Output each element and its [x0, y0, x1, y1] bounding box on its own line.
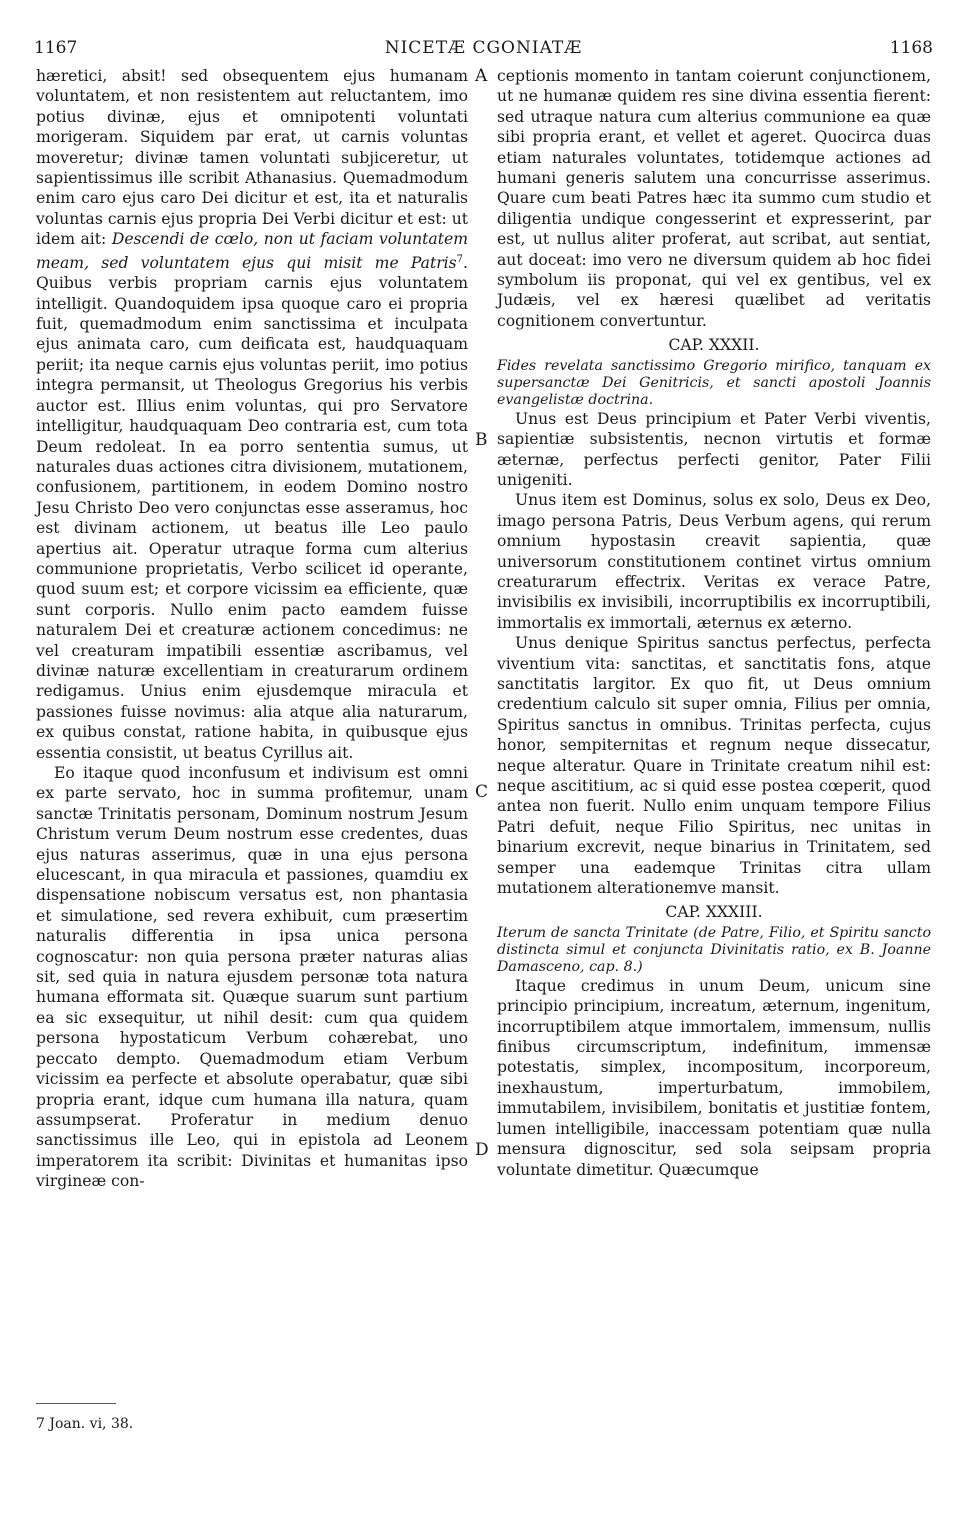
footnote-ref: 7 — [456, 253, 464, 265]
running-header — [34, 38, 933, 64]
left-column — [36, 66, 468, 1192]
right-paragraph-3: Unus item est Dominus, solus ex solo, Deus ex Deo, imago persona Patris, Deus Verbum agens, qui rerum omnium hypostasin creavit sapientia, quæ universorum constitutionem continet virtus omnium creaturarum effectrix. Veritas ex verace Patre, invisibilis ex invisibili, incorruptibilis ex incorruptibili, immortalis ex immortali, æternus ex æterno. — [497, 491, 931, 632]
margin-marker-a: A — [475, 66, 488, 86]
left-paragraph-2: Eo itaque quod inconfusum et indivisum est omni ex parte servato, hoc in summa profitemur, unam sanctæ Trinitatis personam, Dominum nostrum Jesum Christum verum Deum nostrum esse credentes, duas ejus naturas asserimus, quæ in una ejus persona elucescant, in qua miracula et passiones, quamdiu ex dispensatione nobiscum versatus est, non phantasia et simulatione, sed revera exhibuit, cum præsertim naturalis differentia in ipsa unica persona cognoscatur: non quia persona præter naturas alias sit, sed quia in natura ejusdem personæ tota natura humana efformata sit. Quæque suarum sunt partium ea sic exsequitur, ut nihil desit: cum qua quidem persona hypostaticum Verbum cohærebat, uno peccato dempto. Quemadmodum etiam Verbum vicissim ea perfecte et absolute operabatur, quæ sibi propria erant, idque cum humana illa natura, quam assumpserat. Proferatur in medium denuo sanctissimus ille Leo, qui in epistola ad Leonem imperatorem ita scribit: Divinitas et humanitas ipso virgineæ con- — [36, 764, 468, 1191]
margin-marker-d: D — [475, 1140, 489, 1160]
left-page-number: 1167 — [34, 38, 78, 58]
left-paragraph-1-text: hæretici, absit! sed obsequentem ejus humanam voluntatem, et non resistentem aut reluctantem, imo potius divinæ, ejus et omnipotenti voluntati morigeram. Siquidem par erat, ut carnis voluntas moveretur; divinæ tamen voluntati subjiceretur, ut sapientissimus ille scribit Athanasius. Quemadmodum enim caro ejus caro Dei dicitur et est, ita et naturalis voluntas carnis ejus propria Dei Verbi dicitur et est: ut idem ait: — [36, 67, 468, 249]
chapter-title-33: Iterum de sancta Trinitate (de Patre, Filio, et Spiritu sancto distincta simul et conjuncta Divinitatis ratio, ex B. Joanne Damasceno, cap. 8.) — [497, 924, 931, 975]
right-paragraph-1: ceptionis momento in tantam coierunt conjunctionem, ut ne humanæ quidem res sine divina essentia fierent: sed utraque natura cum alterius communione ea quæ sibi propria erant, et vellet et ageret. Quocirca duas etiam naturales voluntates, totidemque actiones ad humani generis salutem una concurrisse asserimus. Quare cum beati Patres hæc ita summo cum studio et diligentia undique congesserint et expresserint, par est, ut nullus aliter proferat, aut scribat, aut sentiat, aut doceat: imo vero ne diversum quidem ab hoc fidei symbolum iis proponat, qui vel ex gentibus, vel ex Judæis, vel ex hæresi quælibet ad veritatis cognitionem convertuntur. — [497, 67, 931, 330]
footnote-rule — [36, 1403, 116, 1404]
footnote: 7 Joan. vi, 38. — [36, 1416, 134, 1432]
scripture-quote: Descendi de cœlo, non ut faciam voluntatem meam, sed voluntatem ejus qui misit me Patris — [36, 230, 468, 272]
right-column — [497, 66, 931, 1180]
left-paragraph-1-rest: . Quibus verbis propriam carnis ejus voluntatem intelligit. Quandoquidem ipsa quoque caro ei propria fuit, quemadmodum enim sanctissima et inculpata ejus animata caro, cum deificata est, haudquaquam periit; ita neque carnis ejus voluntas periit, imo potius integra permansit, ut Theologus Gregorius his verbis auctor est. Illius enim voluntas, qui pro Servatore intelligitur, haudquaquam Deo contraria est, cum tota Deum redoleat. In ea porro sententia sumus, ut naturales duas actiones citra divisionem, mutationem, confusionem, partitionem, in eodem Domino nostro Jesu Christo Deo vero conjunctas esse asseramus, hoc est divinam actionem, ut beatus ille Leo paulo apertius ait. Operatur utraque forma cum alterius communione proprietatis, Verbo scilicet id operante, quod suum est; et corpore vicissim ea efficiente, quæ sunt corporis. Nullo enim pacto eamdem fuisse naturalem Dei et creaturæ actionem concedimus: ne vel creaturam impatibili essentiæ ascribamus, vel divinæ naturæ excellentiam in creaturarum ordinem redigamus. Unius enim ejusdemque miracula et passiones fuisse novimus: alia atque alia naturarum, ex quibus constat, ratione habita, in quibusque ejus essentia consistit, ut beatus Cyrillus ait. — [36, 253, 468, 762]
running-title: NICETÆ CGONIATÆ — [384, 38, 583, 58]
margin-marker-b: B — [475, 430, 488, 450]
chapter-title-32: Fides revelata sanctissimo Gregorio mirifico, tanquam ex supersanctæ Dei Genitricis, et sancti apostoli Joannis evangelistæ doctrina. — [497, 357, 931, 408]
right-paragraph-2: Unus est Deus principium et Pater Verbi viventis, sapientiæ subsistentis, necnon virtutis et formæ æternæ, perfectus perfecti genitor, Pater Filii unigeniti. — [497, 409, 931, 489]
margin-marker-c: C — [475, 782, 489, 802]
right-page-number: 1168 — [889, 38, 933, 58]
right-paragraph-4: Unus denique Spiritus sanctus perfectus, perfecta viventium vita: sanctitas, et sanctitatis fons, atque sanctitatis largitor. Ex quo fit, ut Deus omnium credentium calculo sit super omnia, Filius per omnia, Spiritus sanctus in omnibus. Trinitas perfecta, cujus honor, sempiternitas et regnum neque dissecatur, neque alteratur. Quare in Trinitate creatum nihil est: neque ascititium, ac si quid esse postea cœperit, quod antea non fuerit. Nullo enim unquam tempore Filius Patri defuit, neque Filio Spiritus, nec unitas in binarium excrevit, neque binarius in Trinitatem, sed semper una eademque Trinitas citra ullam mutationem alterationemve mansit. — [497, 634, 931, 898]
chapter-heading-32: CAP. XXXII. — [668, 336, 760, 355]
right-paragraph-5: Itaque credimus in unum Deum, unicum sine principio principium, increatum, æternum, ingenitum, incorruptibilem atque immortalem, immensum, nullis finibus circumscriptum, indefinitum, immensæ potestatis, simplex, incompositum, incorporeum, inexhaustum, imperturbatum, immobilem, immutabilem, invisibilem, bonitatis et justitiæ fontem, lumen intelligibile, inaccessam potentiam quæ nulla mensura dignoscitur, sed sola seipsam propria voluntate dimetitur. Quæcumque — [497, 976, 931, 1179]
chapter-heading-33: CAP. XXXIII. — [665, 903, 763, 922]
left-paragraph-1 — [36, 66, 468, 763]
